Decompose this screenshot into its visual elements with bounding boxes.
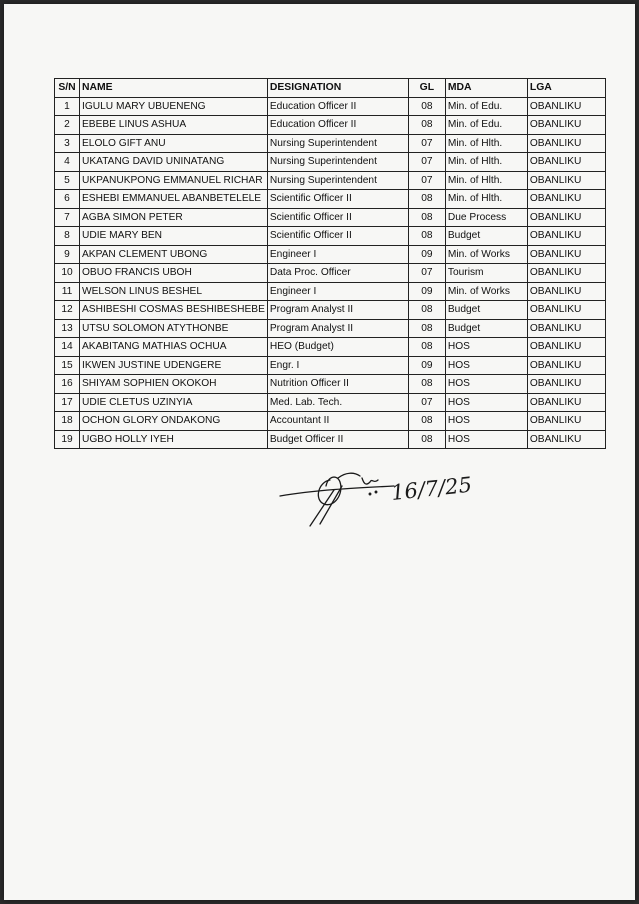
- cell-mda: Min. of Hlth.: [445, 134, 527, 153]
- cell-name: WELSON LINUS BESHEL: [80, 282, 268, 301]
- cell-name: OBUO FRANCIS UBOH: [80, 264, 268, 283]
- cell-mda: HOS: [445, 430, 527, 449]
- table-body: [55, 97, 606, 449]
- cell-gl: 07: [408, 264, 445, 283]
- cell-lga: OBANLIKU: [527, 430, 605, 449]
- cell-mda: Due Process: [445, 208, 527, 227]
- cell-mda: Min. of Works: [445, 245, 527, 264]
- table-row: [55, 319, 606, 338]
- cell-designation: Engr. I: [267, 356, 408, 375]
- table-row: [55, 134, 606, 153]
- cell-lga: OBANLIKU: [527, 375, 605, 394]
- cell-name: IKWEN JUSTINE UDENGERE: [80, 356, 268, 375]
- cell-gl: 07: [408, 171, 445, 190]
- cell-gl: 08: [408, 116, 445, 135]
- cell-sn: 14: [55, 338, 80, 357]
- cell-lga: OBANLIKU: [527, 190, 605, 209]
- cell-designation: HEO (Budget): [267, 338, 408, 357]
- cell-designation: Education Officer II: [267, 116, 408, 135]
- cell-sn: 8: [55, 227, 80, 246]
- table-row: [55, 153, 606, 172]
- cell-sn: 4: [55, 153, 80, 172]
- cell-sn: 10: [55, 264, 80, 283]
- table-row: [55, 338, 606, 357]
- cell-gl: 07: [408, 134, 445, 153]
- table-row: [55, 356, 606, 375]
- table-row: [55, 430, 606, 449]
- cell-sn: 13: [55, 319, 80, 338]
- table-row: [55, 208, 606, 227]
- table-row: [55, 245, 606, 264]
- signature: [274, 460, 484, 530]
- cell-sn: 17: [55, 393, 80, 412]
- table-row: [55, 227, 606, 246]
- cell-designation: Scientific Officer II: [267, 208, 408, 227]
- cell-gl: 08: [408, 319, 445, 338]
- cell-lga: OBANLIKU: [527, 116, 605, 135]
- cell-sn: 1: [55, 97, 80, 116]
- cell-name: IGULU MARY UBUENENG: [80, 97, 268, 116]
- cell-lga: OBANLIKU: [527, 393, 605, 412]
- cell-mda: Min. of Hlth.: [445, 190, 527, 209]
- cell-mda: Tourism: [445, 264, 527, 283]
- cell-lga: OBANLIKU: [527, 356, 605, 375]
- cell-name: AKABITANG MATHIAS OCHUA: [80, 338, 268, 357]
- table-header-row: [55, 79, 606, 98]
- cell-designation: Scientific Officer II: [267, 227, 408, 246]
- cell-lga: OBANLIKU: [527, 301, 605, 320]
- header-sn: S/N: [55, 79, 80, 98]
- cell-name: UDIE CLETUS UZINYIA: [80, 393, 268, 412]
- cell-lga: OBANLIKU: [527, 282, 605, 301]
- cell-mda: Budget: [445, 319, 527, 338]
- cell-designation: Education Officer II: [267, 97, 408, 116]
- cell-lga: OBANLIKU: [527, 97, 605, 116]
- cell-gl: 09: [408, 356, 445, 375]
- cell-gl: 08: [408, 375, 445, 394]
- cell-sn: 6: [55, 190, 80, 209]
- cell-gl: 08: [408, 227, 445, 246]
- cell-sn: 16: [55, 375, 80, 394]
- cell-lga: OBANLIKU: [527, 208, 605, 227]
- cell-designation: Engineer I: [267, 282, 408, 301]
- cell-name: ASHIBESHI COSMAS BESHIBESHEBE: [80, 301, 268, 320]
- cell-mda: HOS: [445, 393, 527, 412]
- cell-designation: Data Proc. Officer: [267, 264, 408, 283]
- cell-mda: Budget: [445, 301, 527, 320]
- cell-gl: 08: [408, 190, 445, 209]
- cell-designation: Scientific Officer II: [267, 190, 408, 209]
- cell-designation: Nursing Superintendent: [267, 171, 408, 190]
- cell-name: SHIYAM SOPHIEN OKOKOH: [80, 375, 268, 394]
- cell-sn: 9: [55, 245, 80, 264]
- cell-lga: OBANLIKU: [527, 134, 605, 153]
- cell-mda: Min. of Hlth.: [445, 171, 527, 190]
- table-row: [55, 97, 606, 116]
- cell-name: AKPAN CLEMENT UBONG: [80, 245, 268, 264]
- cell-gl: 07: [408, 153, 445, 172]
- header-designation: DESIGNATION: [267, 79, 408, 98]
- cell-mda: HOS: [445, 412, 527, 431]
- cell-designation: Budget Officer II: [267, 430, 408, 449]
- cell-gl: 08: [408, 208, 445, 227]
- header-mda: MDA: [445, 79, 527, 98]
- cell-designation: Program Analyst II: [267, 301, 408, 320]
- cell-mda: Min. of Edu.: [445, 116, 527, 135]
- cell-lga: OBANLIKU: [527, 153, 605, 172]
- table-row: [55, 393, 606, 412]
- cell-name: EBEBE LINUS ASHUA: [80, 116, 268, 135]
- cell-sn: 5: [55, 171, 80, 190]
- cell-gl: 07: [408, 393, 445, 412]
- cell-mda: Min. of Hlth.: [445, 153, 527, 172]
- table-row: [55, 412, 606, 431]
- cell-sn: 15: [55, 356, 80, 375]
- cell-gl: 08: [408, 412, 445, 431]
- table-row: [55, 375, 606, 394]
- cell-name: AGBA SIMON PETER: [80, 208, 268, 227]
- cell-mda: Min. of Works: [445, 282, 527, 301]
- cell-name: UGBO HOLLY IYEH: [80, 430, 268, 449]
- table-row: [55, 282, 606, 301]
- cell-designation: Med. Lab. Tech.: [267, 393, 408, 412]
- cell-lga: OBANLIKU: [527, 338, 605, 357]
- cell-gl: 09: [408, 245, 445, 264]
- cell-name: ESHEBI EMMANUEL ABANBETELELE: [80, 190, 268, 209]
- cell-mda: HOS: [445, 338, 527, 357]
- cell-designation: Engineer I: [267, 245, 408, 264]
- document-page: [4, 4, 635, 900]
- cell-mda: HOS: [445, 375, 527, 394]
- cell-name: UKPANUKPONG EMMANUEL RICHAR: [80, 171, 268, 190]
- cell-mda: Budget: [445, 227, 527, 246]
- table-row: [55, 264, 606, 283]
- cell-name: OCHON GLORY ONDAKONG: [80, 412, 268, 431]
- table-row: [55, 171, 606, 190]
- table-row: [55, 301, 606, 320]
- cell-designation: Nursing Superintendent: [267, 153, 408, 172]
- cell-mda: Min. of Edu.: [445, 97, 527, 116]
- cell-sn: 3: [55, 134, 80, 153]
- cell-lga: OBANLIKU: [527, 227, 605, 246]
- cell-gl: 08: [408, 338, 445, 357]
- cell-gl: 08: [408, 301, 445, 320]
- table-row: [55, 116, 606, 135]
- cell-sn: 7: [55, 208, 80, 227]
- cell-lga: OBANLIKU: [527, 264, 605, 283]
- cell-designation: Accountant II: [267, 412, 408, 431]
- cell-gl: 09: [408, 282, 445, 301]
- cell-sn: 2: [55, 116, 80, 135]
- cell-gl: 08: [408, 97, 445, 116]
- header-name: NAME: [80, 79, 268, 98]
- cell-sn: 11: [55, 282, 80, 301]
- cell-sn: 12: [55, 301, 80, 320]
- cell-lga: OBANLIKU: [527, 319, 605, 338]
- header-lga: LGA: [527, 79, 605, 98]
- cell-name: ELOLO GIFT ANU: [80, 134, 268, 153]
- cell-sn: 18: [55, 412, 80, 431]
- cell-mda: HOS: [445, 356, 527, 375]
- cell-designation: Nursing Superintendent: [267, 134, 408, 153]
- signature-date: 16/7/25: [390, 472, 474, 505]
- cell-lga: OBANLIKU: [527, 171, 605, 190]
- cell-designation: Nutrition Officer II: [267, 375, 408, 394]
- cell-name: UKATANG DAVID UNINATANG: [80, 153, 268, 172]
- staff-table: [54, 78, 606, 449]
- cell-sn: 19: [55, 430, 80, 449]
- cell-designation: Program Analyst II: [267, 319, 408, 338]
- cell-lga: OBANLIKU: [527, 412, 605, 431]
- cell-name: UTSU SOLOMON ATYTHONBE: [80, 319, 268, 338]
- cell-lga: OBANLIKU: [527, 245, 605, 264]
- table-row: [55, 190, 606, 209]
- cell-gl: 08: [408, 430, 445, 449]
- cell-name: UDIE MARY BEN: [80, 227, 268, 246]
- header-gl: GL: [408, 79, 445, 98]
